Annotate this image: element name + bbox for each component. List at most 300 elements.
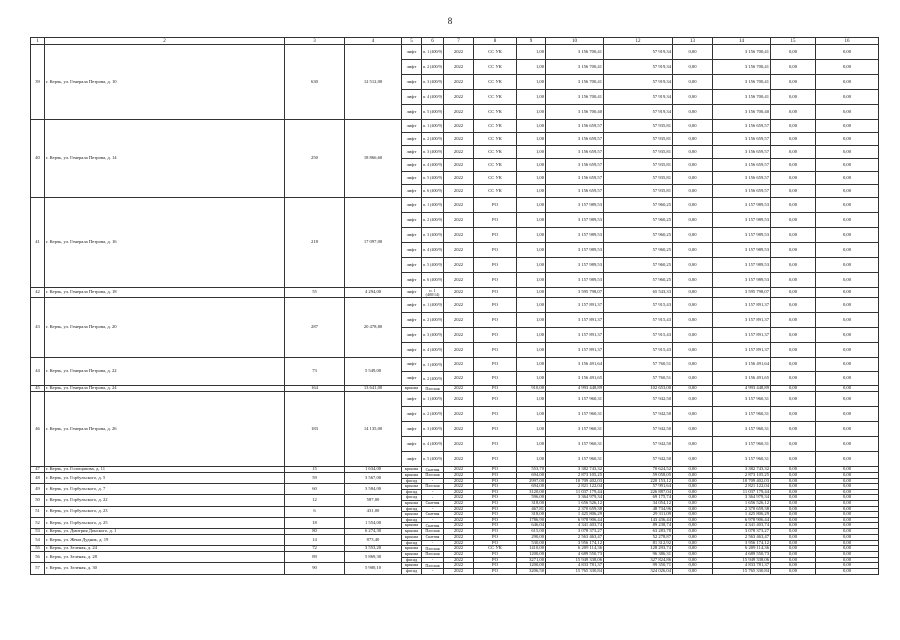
quantity-cell: 318,00	[517, 512, 546, 518]
total-cell: 3 156 700,41	[713, 75, 771, 90]
area-cell: 3 584,00	[345, 484, 402, 495]
year-cell: 2022	[444, 105, 474, 120]
address-cell: г. Керчь, ул. Генерала Петрова, д. 24	[45, 386, 285, 392]
row-number-cell: 49	[31, 484, 45, 495]
col13-cell: 0,00	[673, 243, 713, 258]
col13-cell: 0,00	[673, 484, 713, 490]
year-cell: 2022	[444, 512, 474, 518]
element-cell: п. 2 (400/9)	[422, 213, 444, 228]
funding-source-cell: СС УК	[474, 75, 517, 90]
total-cell: 3 156 659,57	[713, 133, 771, 146]
funding-source-cell: РО	[474, 489, 517, 495]
work-type-cell: лифт	[402, 198, 422, 213]
row-number-cell: 57	[31, 563, 45, 574]
year-cell: 2022	[444, 213, 474, 228]
element-cell: п. 5 (400/9)	[422, 258, 444, 273]
col13-cell: 0,00	[673, 500, 713, 506]
total-cell: 2 563 463,47	[713, 534, 771, 540]
col16-cell: 0,00	[816, 258, 879, 273]
repair-program-table	[30, 37, 879, 575]
work-type-cell: крыша	[402, 386, 422, 392]
funding-source-cell: СС УК	[474, 146, 517, 159]
col13-cell: 0,00	[673, 563, 713, 569]
area-cell: 6 274,30	[345, 528, 402, 534]
apartments-cell: 72	[285, 546, 345, 552]
element-cell: -	[422, 506, 444, 512]
element-cell: Скатная	[422, 523, 444, 529]
quantity-cell: 1,00	[517, 358, 546, 372]
total-cell: 3 156 700,41	[713, 60, 771, 75]
col13-cell: 0,00	[673, 146, 713, 159]
total-cell: 3 156 659,57	[713, 120, 771, 133]
quantity-cell: 1,00	[517, 185, 546, 198]
area-cell: 5 900,10	[345, 563, 402, 574]
area-cell: 20 478,80	[345, 298, 402, 358]
cost-cell: 3 382 743,32	[546, 467, 604, 473]
year-cell: 2022	[444, 506, 474, 512]
work-type-cell: крыша	[402, 534, 422, 540]
work-type-cell: крыша	[402, 473, 422, 479]
apartments-cell: 218	[285, 198, 345, 288]
total-cell: 6 209 114,36	[713, 546, 771, 552]
cost-cell: 2 370 659,38	[546, 506, 604, 512]
element-cell: Плоская	[422, 552, 444, 558]
funding-source-cell: СС УК	[474, 120, 517, 133]
col16-cell: 0,00	[816, 328, 879, 343]
element-cell: п. 1 (400/9)	[422, 120, 444, 133]
cost-cell: 3 156 700,41	[546, 45, 604, 60]
funding-source-cell: РО	[474, 392, 517, 407]
year-cell: 2022	[444, 372, 474, 386]
funding-source-cell: РО	[474, 523, 517, 529]
quantity-cell: 3271,00	[517, 557, 546, 563]
cost-cell: 3 156 659,57	[546, 172, 604, 185]
quantity-cell: 1,00	[517, 422, 546, 437]
funding-source-cell: РО	[474, 512, 517, 518]
col16-cell: 0,00	[816, 313, 879, 328]
work-type-cell: лифт	[402, 273, 422, 288]
quantity-cell: 1200,00	[517, 563, 546, 569]
col16-cell: 0,00	[816, 243, 879, 258]
apartments-cell: 287	[285, 298, 345, 358]
total-cell: 3 157 960,31	[713, 407, 771, 422]
col15-cell: 0,00	[771, 506, 816, 512]
unit-cost-cell: 57 915,43	[604, 343, 673, 358]
col15-cell: 0,00	[771, 133, 816, 146]
cost-cell: 3 156 659,57	[546, 159, 604, 172]
element-cell: Плоская	[422, 546, 444, 552]
unit-cost-cell: 57 935,81	[604, 159, 673, 172]
area-cell: 18 866,60	[345, 120, 402, 198]
cost-cell: 3 157 891,37	[546, 328, 604, 343]
total-cell: 6 978 906,44	[713, 517, 771, 523]
area-cell: 4 294,00	[345, 288, 402, 298]
work-type-cell: лифт	[402, 407, 422, 422]
column-number-cell: 3	[285, 38, 345, 45]
col16-cell: 0,00	[816, 528, 879, 534]
element-cell: Плоская	[422, 563, 444, 569]
col16-cell: 0,00	[816, 60, 879, 75]
address-cell: г. Керчь, ул. Горбульского, д. 25	[45, 517, 285, 528]
area-cell: 3 553,20	[345, 546, 402, 552]
quantity-cell: 3206,50	[517, 568, 546, 574]
quantity-cell: 1,00	[517, 75, 546, 90]
funding-source-cell: РО	[474, 422, 517, 437]
col15-cell: 0,00	[771, 258, 816, 273]
col13-cell: 0,00	[673, 313, 713, 328]
area-cell: 587,00	[345, 495, 402, 506]
col13-cell: 0,00	[673, 506, 713, 512]
element-cell: п. 2 (400/9)	[422, 372, 444, 386]
col16-cell: 0,00	[816, 288, 879, 298]
unit-cost-cell: 57 915,43	[604, 328, 673, 343]
area-cell: 5 549,00	[345, 358, 402, 386]
total-cell: 3 157 891,37	[713, 313, 771, 328]
quantity-cell: 1,00	[517, 213, 546, 228]
unit-cost-cell: 57 960,25	[604, 273, 673, 288]
funding-source-cell: РО	[474, 343, 517, 358]
column-number-cell: 8	[474, 38, 517, 45]
area-cell: 12 512,00	[345, 45, 402, 120]
element-cell: п. 4 (400/9)	[422, 243, 444, 258]
col16-cell: 0,00	[816, 467, 879, 473]
funding-source-cell: СС УК	[474, 45, 517, 60]
col16-cell: 0,00	[816, 452, 879, 467]
col16-cell: 0,00	[816, 473, 879, 479]
year-cell: 2022	[444, 540, 474, 546]
apartments-cell: 80	[285, 528, 345, 534]
quantity-cell: 1,00	[517, 372, 546, 386]
col15-cell: 0,00	[771, 386, 816, 392]
cost-cell: 3 156 659,57	[546, 120, 604, 133]
total-cell: 2 873 105,25	[713, 473, 771, 479]
col15-cell: 0,00	[771, 159, 816, 172]
col13-cell: 0,00	[673, 60, 713, 75]
element-cell: п. 3 (400/9)	[422, 228, 444, 243]
address-cell: г. Керчь, ул. Горбульского, д. 23	[45, 506, 285, 517]
work-type-cell: лифт	[402, 172, 422, 185]
apartments-cell: 90	[285, 563, 345, 574]
element-cell: -	[422, 557, 444, 563]
year-cell: 2022	[444, 500, 474, 506]
quantity-cell: 1,00	[517, 313, 546, 328]
table-row	[31, 45, 879, 60]
col16-cell: 0,00	[816, 517, 879, 523]
col15-cell: 0,00	[771, 422, 816, 437]
apartments-cell: 89	[285, 552, 345, 563]
work-type-cell: фасад	[402, 495, 422, 501]
cost-cell: 1 425 806,29	[546, 512, 604, 518]
total-cell: 3 157 891,37	[713, 298, 771, 313]
unit-cost-cell: 57 919,34	[604, 75, 673, 90]
col13-cell: 0,00	[673, 358, 713, 372]
table-row	[31, 495, 879, 501]
col13-cell: 0,00	[673, 540, 713, 546]
unit-cost-cell: 29 311,09	[604, 512, 673, 518]
col15-cell: 0,00	[771, 523, 816, 529]
year-cell: 2022	[444, 120, 474, 133]
element-cell: Плоская	[422, 484, 444, 490]
element-cell: Скатная	[422, 512, 444, 518]
col16-cell: 0,00	[816, 105, 879, 120]
year-cell: 2022	[444, 313, 474, 328]
col15-cell: 0,00	[771, 75, 816, 90]
element-cell: п. 3 (400/9)	[422, 146, 444, 159]
unit-cost-cell: 57 942,50	[604, 407, 673, 422]
col15-cell: 0,00	[771, 512, 816, 518]
col16-cell: 0,00	[816, 489, 879, 495]
funding-source-cell: РО	[474, 386, 517, 392]
apartments-cell: 15	[285, 467, 345, 473]
total-cell: 3 956 174,12	[713, 540, 771, 546]
apartments-cell: 59	[285, 473, 345, 484]
col15-cell: 0,00	[771, 540, 816, 546]
cost-cell: 2 873 105,25	[546, 473, 604, 479]
col15-cell: 0,00	[771, 146, 816, 159]
total-cell: 1 425 806,29	[713, 512, 771, 518]
funding-source-cell: РО	[474, 552, 517, 558]
funding-source-cell: РО	[474, 298, 517, 313]
total-cell: 3 156 700,41	[713, 90, 771, 105]
total-cell: 3 078 373,27	[713, 528, 771, 534]
col15-cell: 0,00	[771, 534, 816, 540]
row-number-cell: 42	[31, 288, 45, 298]
total-cell: 3 157 989,53	[713, 198, 771, 213]
address-cell: г. Керчь, ул. Горбульского, д. 7	[45, 484, 285, 495]
apartments-cell: 55	[285, 288, 345, 298]
total-cell: 3 157 989,53	[713, 258, 771, 273]
col16-cell: 0,00	[816, 407, 879, 422]
cost-cell: 3 157 989,53	[546, 258, 604, 273]
work-type-cell: лифт	[402, 120, 422, 133]
unit-cost-cell: 57 915,43	[604, 313, 673, 328]
cost-cell: 3 157 960,31	[546, 392, 604, 407]
table-row	[31, 392, 879, 407]
total-cell: 3 156 491,64	[713, 358, 771, 372]
funding-source-cell: РО	[474, 540, 517, 546]
row-number-cell: 40	[31, 120, 45, 198]
column-number-cell: 10	[546, 38, 604, 45]
year-cell: 2022	[444, 484, 474, 490]
funding-source-cell: РО	[474, 273, 517, 288]
unit-cost-cell: 57 760,51	[604, 358, 673, 372]
col15-cell: 0,00	[771, 60, 816, 75]
col16-cell: 0,00	[816, 523, 879, 529]
unit-cost-cell: 57 960,25	[604, 228, 673, 243]
col16-cell: 0,00	[816, 90, 879, 105]
quantity-cell: 1,00	[517, 198, 546, 213]
year-cell: 2022	[444, 546, 474, 552]
quantity-cell: 1,00	[517, 243, 546, 258]
funding-source-cell: СС УК	[474, 60, 517, 75]
col15-cell: 0,00	[771, 105, 816, 120]
quantity-cell: 694,00	[517, 484, 546, 490]
col13-cell: 0,00	[673, 386, 713, 392]
total-cell: 3 157 960,31	[713, 452, 771, 467]
unit-cost-cell: 57 935,81	[604, 185, 673, 198]
total-cell: 3 156 659,57	[713, 159, 771, 172]
row-number-cell: 53	[31, 528, 45, 534]
unit-cost-cell: 59 058,05	[604, 473, 673, 479]
col13-cell: 0,00	[673, 45, 713, 60]
work-type-cell: крыша	[402, 528, 422, 534]
col13-cell: 0,00	[673, 213, 713, 228]
cost-cell: 3 157 891,37	[546, 298, 604, 313]
element-cell: Плоская	[422, 528, 444, 534]
year-cell: 2022	[444, 75, 474, 90]
cost-cell: 15 765 330,84	[546, 568, 604, 574]
address-cell: г. Керчь, ул. Дмитрия Донского, д. 1	[45, 528, 285, 534]
quantity-cell: 1,00	[517, 437, 546, 452]
col15-cell: 0,00	[771, 298, 816, 313]
unit-cost-cell: 57 935,81	[604, 172, 673, 185]
work-type-cell: лифт	[402, 422, 422, 437]
quantity-cell: 1,00	[517, 146, 546, 159]
element-cell: п. 1 (400/9)	[422, 298, 444, 313]
address-cell: г. Керчь, ул. Генерала Петрова, д. 26	[45, 392, 285, 467]
unit-cost-cell: 57 915,43	[604, 298, 673, 313]
address-cell: г. Керчь, ул. Генерала Петрова, д. 16	[45, 198, 285, 288]
element-cell: п. 2 (400/9)	[422, 60, 444, 75]
col13-cell: 0,00	[673, 120, 713, 133]
cost-cell: 3 157 960,31	[546, 437, 604, 452]
total-cell: 3 157 891,37	[713, 343, 771, 358]
column-number-cell: 15	[771, 38, 816, 45]
funding-source-cell: РО	[474, 288, 517, 298]
element-cell: Скатная	[422, 500, 444, 506]
row-number-cell: 46	[31, 392, 45, 467]
funding-source-cell: РО	[474, 467, 517, 473]
col13-cell: 0,00	[673, 392, 713, 407]
work-type-cell: лифт	[402, 343, 422, 358]
col16-cell: 0,00	[816, 512, 879, 518]
year-cell: 2022	[444, 258, 474, 273]
col16-cell: 0,00	[816, 133, 879, 146]
quantity-cell: 1,00	[517, 452, 546, 467]
funding-source-cell: СС УК	[474, 90, 517, 105]
funding-source-cell: СС УК	[474, 185, 517, 198]
table-row	[31, 473, 879, 479]
year-cell: 2022	[444, 298, 474, 313]
unit-cost-cell: 57 935,81	[604, 133, 673, 146]
work-type-cell: лифт	[402, 328, 422, 343]
work-type-cell: крыша	[402, 563, 422, 569]
work-type-cell: крыша	[402, 500, 422, 506]
work-type-cell: крыша	[402, 467, 422, 473]
col13-cell: 0,00	[673, 133, 713, 146]
cost-cell: 3 595 798,07	[546, 288, 604, 298]
work-type-cell: лифт	[402, 146, 422, 159]
element-cell: Скатная	[422, 534, 444, 540]
table-row	[31, 120, 879, 133]
total-cell: 3 595 798,07	[713, 288, 771, 298]
funding-source-cell: РО	[474, 258, 517, 273]
cost-cell: 3 157 989,53	[546, 273, 604, 288]
year-cell: 2022	[444, 407, 474, 422]
year-cell: 2022	[444, 563, 474, 569]
quantity-cell: 1,00	[517, 90, 546, 105]
quantity-cell: 1,00	[517, 172, 546, 185]
cost-cell: 3 156 700,41	[546, 90, 604, 105]
col15-cell: 0,00	[771, 273, 816, 288]
cost-cell: 3 156 491,64	[546, 358, 604, 372]
apartments-cell: 6	[285, 506, 345, 517]
row-number-cell: 48	[31, 473, 45, 484]
col15-cell: 0,00	[771, 172, 816, 185]
col13-cell: 0,00	[673, 273, 713, 288]
table-row	[31, 298, 879, 313]
cost-cell: 10 709 402,03	[546, 478, 604, 484]
funding-source-cell: РО	[474, 228, 517, 243]
col15-cell: 0,00	[771, 407, 816, 422]
cost-cell: 3 156 700,41	[546, 75, 604, 90]
row-number-cell: 50	[31, 495, 45, 506]
unit-cost-cell: 65 543,33	[604, 288, 673, 298]
funding-source-cell: РО	[474, 528, 517, 534]
table-row	[31, 288, 879, 298]
address-cell: г. Керчь, ул. Генерала Петрова, д. 20	[45, 298, 285, 358]
total-cell: 3 156 491,65	[713, 372, 771, 386]
cost-cell: 4 689 550,73	[546, 552, 604, 558]
work-type-cell: лифт	[402, 75, 422, 90]
element-cell: п. 5 (400/9)	[422, 105, 444, 120]
element-cell: п. 4 (400/9)	[422, 159, 444, 172]
col16-cell: 0,00	[816, 500, 879, 506]
apartments-cell: 18	[285, 517, 345, 528]
total-cell: 3 157 960,31	[713, 437, 771, 452]
col13-cell: 0,00	[673, 90, 713, 105]
table-row	[31, 563, 879, 569]
year-cell: 2022	[444, 534, 474, 540]
work-type-cell: лифт	[402, 213, 422, 228]
funding-source-cell: РО	[474, 313, 517, 328]
table-row	[31, 358, 879, 372]
funding-source-cell: СС УК	[474, 172, 517, 185]
col15-cell: 0,00	[771, 557, 816, 563]
address-cell: г. Керчь, ул. Зеленая, д. 30	[45, 563, 285, 574]
unit-cost-cell: 34 054,12	[604, 500, 673, 506]
unit-cost-cell: 327 824,86	[604, 557, 673, 563]
total-cell: 15 949 338,06	[713, 557, 771, 563]
funding-source-cell: РО	[474, 328, 517, 343]
cost-cell: 3 157 960,31	[546, 422, 604, 437]
quantity-cell: 596,00	[517, 495, 546, 501]
col16-cell: 0,00	[816, 552, 879, 558]
col15-cell: 0,00	[771, 473, 816, 479]
area-cell: 1 634,00	[345, 467, 402, 473]
col13-cell: 0,00	[673, 422, 713, 437]
quantity-cell: 1200,00	[517, 552, 546, 558]
quantity-cell: 553,70	[517, 467, 546, 473]
column-number-cell: 16	[816, 38, 879, 45]
work-type-cell: фасад	[402, 540, 422, 546]
unit-cost-cell: 57 960,25	[604, 258, 673, 273]
col13-cell: 0,00	[673, 473, 713, 479]
year-cell: 2022	[444, 386, 474, 392]
funding-source-cell: РО	[474, 437, 517, 452]
element-cell: п. 1 (400/9)	[422, 198, 444, 213]
year-cell: 2022	[444, 172, 474, 185]
row-number-cell: 52	[31, 517, 45, 528]
year-cell: 2022	[444, 568, 474, 574]
element-cell: -	[422, 489, 444, 495]
work-type-cell: лифт	[402, 133, 422, 146]
quantity-cell: 1786,90	[517, 517, 546, 523]
row-number-cell: 41	[31, 198, 45, 288]
work-type-cell: лифт	[402, 228, 422, 243]
total-cell: 3 157 960,31	[713, 392, 771, 407]
element-cell: п. 1 (400/9)	[422, 392, 444, 407]
